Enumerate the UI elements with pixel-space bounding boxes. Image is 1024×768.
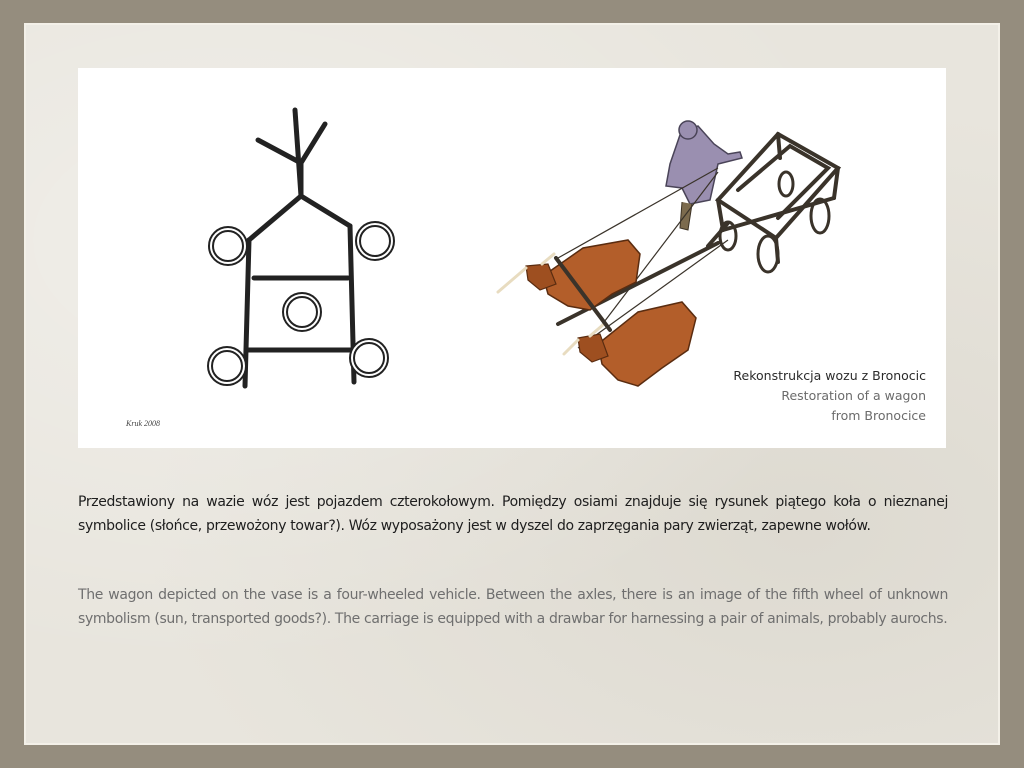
caption-english-line-2: from Bronocice: [831, 408, 926, 423]
wagon-pictogram: [245, 110, 354, 386]
figure-panel: [78, 68, 946, 448]
description-polish: Przedstawiony na wazie wóz jest pojazdem czterokołowym. Pomiędzy osiami znajduje się rysunek piątego koła o nieznanej symbolice (słońce, przewożony towar?). Wóz wyposażony jest w dyszel do zaprzęgania pary zwierząt, zapewne wołów.: [78, 494, 948, 534]
pictogram-wheels: [208, 222, 394, 385]
figure-caption: [733, 366, 926, 426]
ox-2: [564, 302, 696, 386]
caption-polish: Rekonstrukcja wozu z Bronocic: [733, 368, 926, 383]
wagon-reconstruction: [498, 121, 838, 386]
description-english: The wagon depicted on the vase is a four-wheeled vehicle. Between the axles, there is an image of the fifth wheel of unknown symbolism (sun, transported goods?). The carriage is equipped with a drawbar for harnessing a pair of animals, probably aurochs.: [78, 587, 948, 627]
caption-english-line-1: Restoration of a wagon: [781, 388, 926, 403]
slide: [24, 23, 1000, 745]
figure-credit: Kruk 2008: [126, 419, 160, 428]
